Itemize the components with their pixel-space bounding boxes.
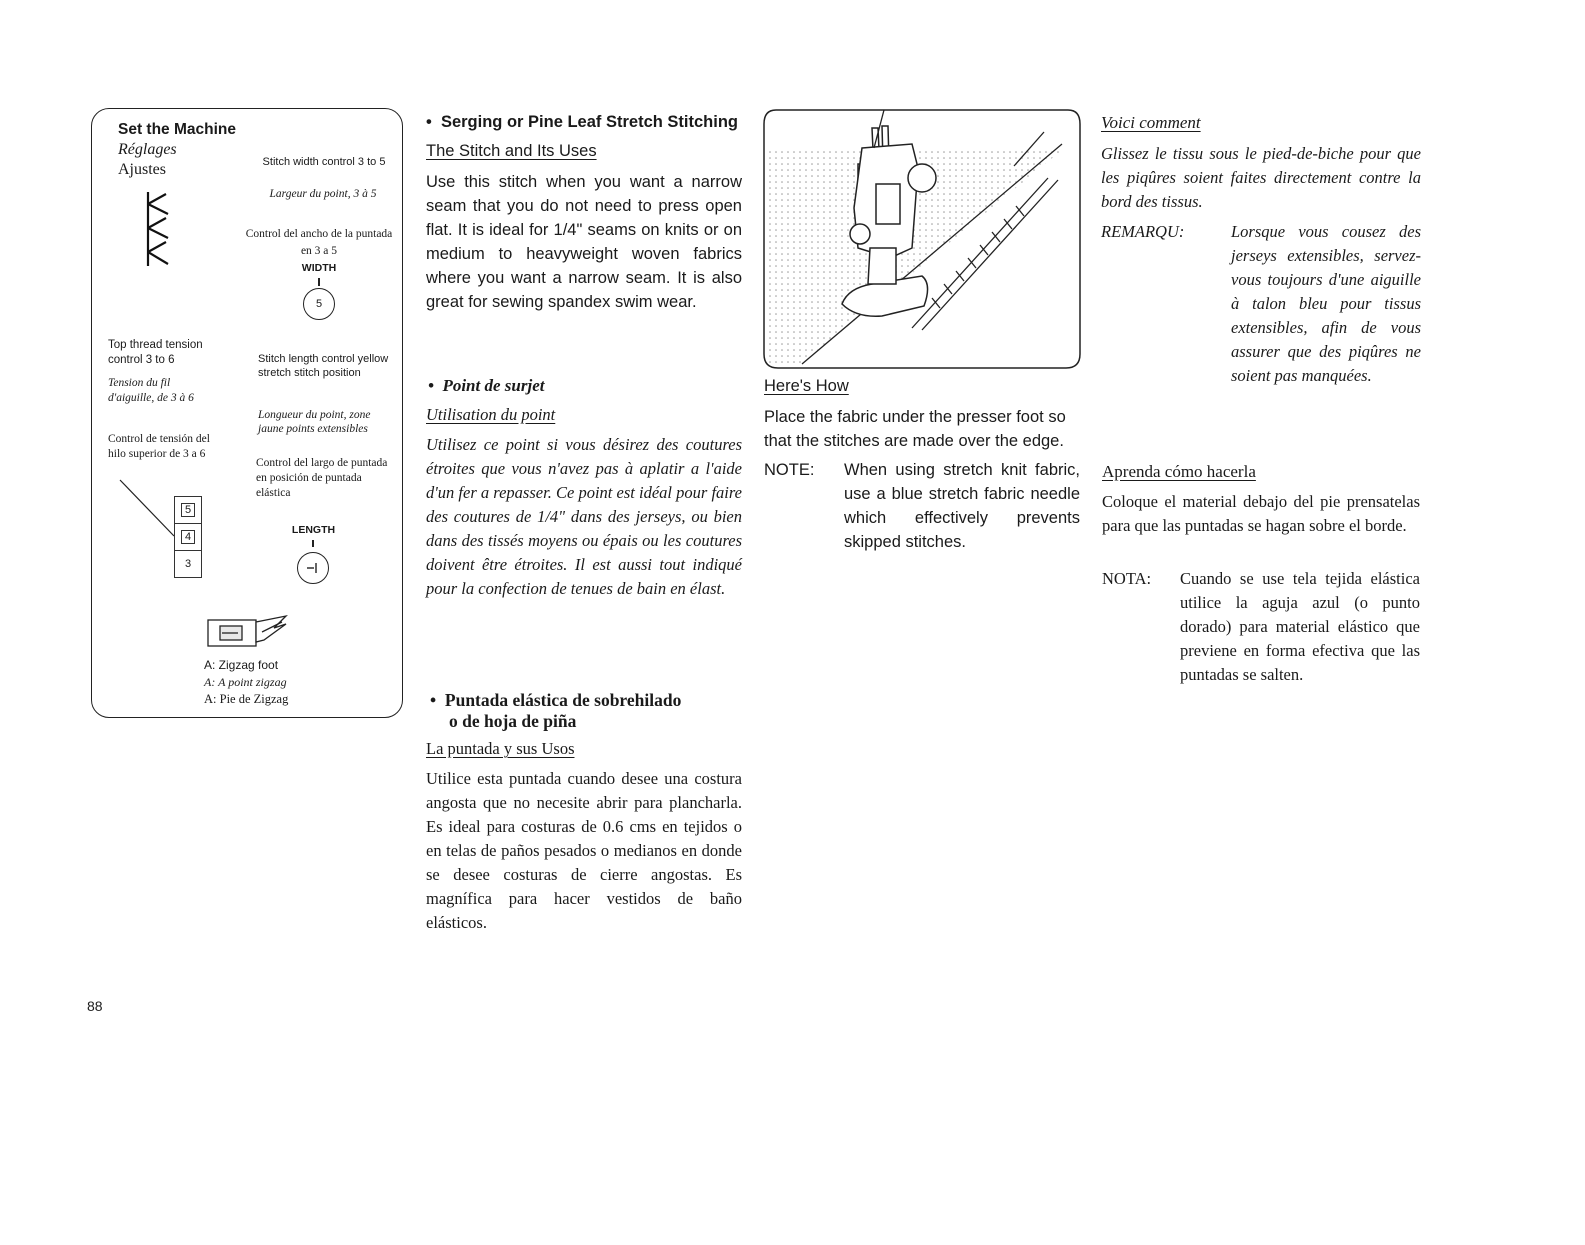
aprenda-heading-es: Aprenda cómo hacerla: [1102, 462, 1256, 481]
foot-label-es: A: Pie de Zigzag: [204, 692, 289, 706]
width-dial-pointer: [318, 278, 320, 286]
note-text-fr: Lorsque vous cousez des jerseys extensibles, servez-vous toujours d'une aiguille à talon bleu pour tissus extensibles, afin de vous assurer que des piqûres ne soient pas manquées.: [1231, 222, 1421, 385]
serging-heading-fr: • Point de surjet: [428, 376, 545, 395]
stretch-stitch-icon: [138, 190, 178, 268]
page-number: 88: [87, 998, 103, 1014]
foot-label-en: A: Zigzag foot: [204, 658, 279, 672]
length-dial-pointer: [312, 540, 314, 547]
foot-label-fr: A: A point zigzag: [204, 675, 287, 689]
serging-heading-es: • Puntada elástica de sobrehilado: [430, 690, 682, 710]
width-dial-label: WIDTH: [301, 262, 337, 274]
heres-how-heading-en: Here's How: [764, 377, 849, 395]
serging-body-en: Use this stitch when you want a narrow seam that you do not need to press open flat. It is ideal for 1/4" seams on knits or on medium to heavyweight woven fabrics where you want a narrow seam. It is also great for sewing spandex swim wear.: [426, 173, 742, 311]
stitch-uses-subheading-es: La puntada y sus Usos: [426, 739, 575, 758]
tension-control-es: Control de tensión del hilo superior de 3 a 6: [108, 433, 210, 460]
length-control-es: Control del largo de puntada en posición de puntada elástica: [256, 457, 388, 499]
settings-title: Set the Machine: [118, 121, 236, 138]
voici-comment-body: Glissez le tissu sous le pied-de-biche pour que les piqûres soient faites directement contre la bord des tissus.: [1101, 144, 1421, 211]
serging-heading-en: • Serging or Pine Leaf Stretch Stitching: [426, 113, 738, 131]
width-control-es: Control del ancho de la puntada en 3 a 5: [245, 228, 393, 257]
tension-control-fr: Tension du fil d'aiguille, de 3 à 6: [108, 377, 194, 404]
remarque-fr: [1101, 220, 1421, 388]
note-text-en: When using stretch knit fabric, use a blue stretch fabric needle which effectively prevents skipped stitches.: [844, 461, 1080, 551]
stitch-uses-subheading-fr: Utilisation du point: [426, 405, 556, 424]
aprenda-body-es: Coloque el material debajo del pie prensatelas para que las puntadas se hagan sobre el borde.: [1102, 492, 1420, 535]
heres-how-body-en: Place the fabric under the presser foot so that the stitches are made over the edge.: [764, 408, 1066, 450]
tension-dial-icon: 5 4 3: [174, 496, 202, 578]
note-label-en: NOTE:: [764, 461, 815, 479]
length-control-fr: Longueur du point, zone jaune points extensibles: [258, 409, 371, 435]
note-label-es: NOTA:: [1102, 569, 1152, 588]
length-control-en: Stitch length control yellow stretch stitch position: [258, 353, 389, 379]
bullet-icon: •: [428, 376, 443, 395]
voici-comment-heading: Voici comment: [1101, 113, 1201, 132]
zigzag-foot-icon: [204, 612, 294, 652]
settings-title-fr: Réglages: [118, 141, 177, 158]
serging-body-es: Utilice esta puntada cuando desee una costura angosta que no necesite abrir para plancharla. Es ideal para costuras de 0.6 cms en tejidos o en telas de paños pesados o medianos en donde se desee costuras de cierre angostas. Es magnífica para hacer vestidos de baño elásticos.: [426, 769, 742, 932]
note-label-fr: REMARQU:: [1101, 222, 1185, 241]
tension-control-en: Top thread tension control 3 to 6: [108, 339, 203, 366]
serging-heading-es-line2: o de hoja de piña: [449, 711, 577, 731]
stitch-uses-subheading-en: The Stitch and Its Uses: [426, 142, 597, 160]
nota-es: [1102, 567, 1420, 687]
length-dial-label: LENGTH: [291, 524, 336, 536]
presser-foot-illustration: [762, 108, 1082, 370]
note-text-es: Cuando se use tela tejida elástica utilice la aguja azul (o punto dorado) para material elástico que previene en forma efectiva que las puntadas se salten.: [1180, 569, 1420, 684]
tension-leader-line: [118, 478, 182, 542]
width-dial-icon: 5: [303, 288, 335, 320]
note-en: [764, 458, 1080, 554]
bullet-icon: •: [430, 690, 445, 710]
settings-title-es: Ajustes: [118, 161, 166, 178]
serging-body-fr: Utilisez ce point si vous désirez des coutures étroites que vous n'avez pas à aplatir a l'aide d'un fer a repasser. Ce point est idéal pour faire des coutures de 1/4" dans des jerseys, ou bien dans des tissés moyens ou épais ou les coutures doivent être étroites. Il est aussi tout indiqué pour la confection de tenues de bain en élast.: [426, 435, 742, 598]
length-dial-icon: [297, 552, 329, 584]
bullet-icon: •: [426, 113, 441, 131]
width-control-fr: Largeur du point, 3 à 5: [269, 188, 377, 200]
width-control-en: Stitch width control 3 to 5: [262, 156, 386, 168]
